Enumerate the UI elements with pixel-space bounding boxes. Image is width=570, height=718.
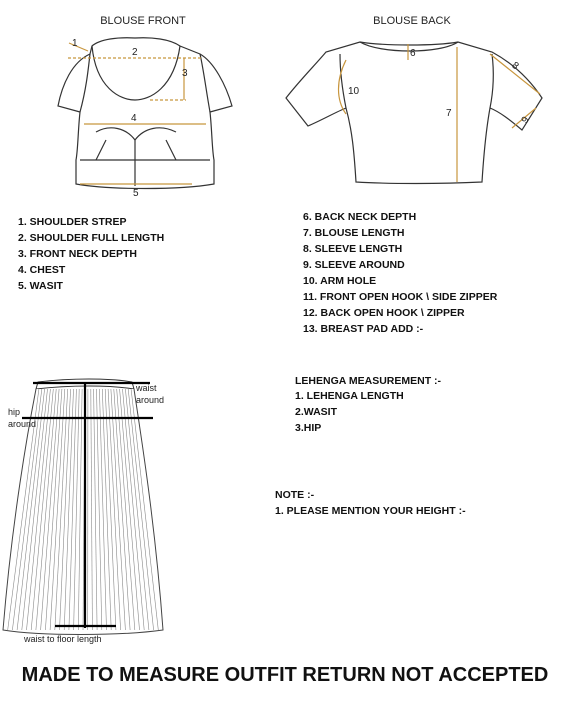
marker-5: 5 xyxy=(133,188,139,199)
marker-10: 10 xyxy=(348,86,360,97)
hip-label-1: hip xyxy=(8,407,21,417)
blouse-back-outline xyxy=(286,42,542,184)
list-item: 1. SHOULDER STREP xyxy=(18,216,127,228)
list-item: 7. BLOUSE LENGTH xyxy=(303,227,405,239)
marker-4: 4 xyxy=(131,113,137,124)
blouse-front-outline xyxy=(58,38,232,189)
list-item: 5. WASIT xyxy=(18,280,63,292)
front-measurement-list xyxy=(18,214,164,294)
list-item: 3.HIP xyxy=(295,422,322,434)
list-item: 11. FRONT OPEN HOOK \ SIDE ZIPPER xyxy=(303,291,498,303)
length-label: waist to floor length xyxy=(24,634,102,644)
blouse-back-title: BLOUSE BACK xyxy=(373,15,451,27)
list-item: 1. PLEASE MENTION YOUR HEIGHT :- xyxy=(275,505,466,517)
list-item: 4. CHEST xyxy=(18,264,66,276)
marker-9: 9 xyxy=(519,114,532,127)
blouse-back-measure-lines xyxy=(339,44,541,182)
marker-1: 1 xyxy=(72,38,78,49)
marker-2: 2 xyxy=(132,47,138,58)
list-item: 6. BACK NECK DEPTH xyxy=(303,211,417,223)
waist-label-1: waist xyxy=(136,383,157,393)
back-measurement-list xyxy=(303,209,497,337)
list-item: 3. FRONT NECK DEPTH xyxy=(18,248,138,260)
blouse-front-title: BLOUSE FRONT xyxy=(100,15,186,27)
marker-8: 8 xyxy=(509,60,521,73)
waist-label-2: around xyxy=(136,395,165,405)
marker-7: 7 xyxy=(446,108,452,119)
marker-6: 6 xyxy=(410,48,416,59)
list-item: 2.WASIT xyxy=(295,406,338,418)
note-heading: NOTE :- xyxy=(275,489,315,501)
lehenga-heading: LEHENGA MEASUREMENT :- xyxy=(295,375,442,387)
marker-3: 3 xyxy=(182,68,188,79)
list-item: 10. ARM HOLE xyxy=(303,275,377,287)
return-policy-warning: MADE TO MEASURE OUTFIT RETURN NOT ACCEPTED xyxy=(21,664,549,686)
list-item: 1. LEHENGA LENGTH xyxy=(295,390,404,402)
list-item: 12. BACK OPEN HOOK \ ZIPPER xyxy=(303,307,465,319)
list-item: 9. SLEEVE AROUND xyxy=(303,259,405,271)
list-item: 13. BREAST PAD ADD :- xyxy=(303,323,424,335)
list-item: 8. SLEEVE LENGTH xyxy=(303,243,403,255)
list-item: 2. SHOULDER FULL LENGTH xyxy=(18,232,165,244)
lehenga-measurement-list xyxy=(295,388,404,436)
hip-label-2: around xyxy=(8,419,37,429)
note-list xyxy=(275,503,466,519)
